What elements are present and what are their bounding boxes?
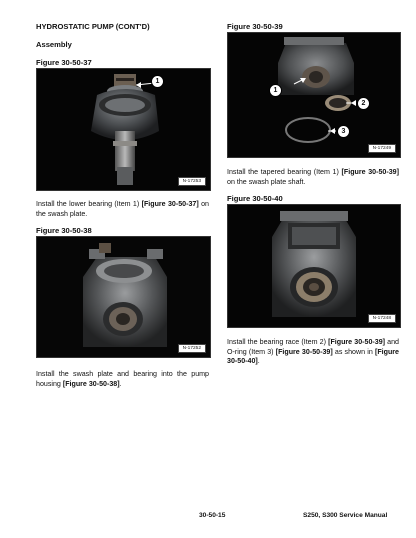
subsection-title: Assembly [36,40,72,49]
figure-id-label: N-17248 [368,314,396,323]
paragraph-tapered-bearing: Install the tapered bearing (Item 1) [Figure 30-50-39] on the swash plate shaft. [227,168,399,186]
figure-30-50-38-photo [36,236,211,358]
callout-1: 1 [151,75,164,88]
callout-1: 1 [269,84,282,97]
figure-caption-40: Figure 30-50-40 [227,194,283,203]
figure-id-label: N-17249 [368,144,396,153]
figure-caption-37: Figure 30-50-37 [36,58,92,67]
callout-3: 3 [337,125,350,138]
figure-caption-39: Figure 30-50-39 [227,22,283,31]
figure-id-label: N-17252 [178,344,206,353]
figure-30-50-39-photo [227,32,401,158]
manual-title: S250, S300 Service Manual [303,512,388,519]
paragraph-swash-plate: Install the swash plate and bearing into the pump housing [Figure 30-50-38]. [36,370,209,388]
figure-caption-38: Figure 30-50-38 [36,226,92,235]
figure-id-label: N-17253 [178,177,206,186]
callout-2: 2 [357,97,370,110]
section-title: HYDROSTATIC PUMP (CONT'D) [36,22,150,31]
paragraph-bearing-race: Install the bearing race (Item 2) [Figure 30-50-39] and O-ring (Item 3) [Figure 30-50-39] as shown in [Figure 30-50-40]. [227,338,399,366]
figure-30-50-37-photo [36,68,211,191]
figure-30-50-40-photo [227,204,401,328]
paragraph-lower-bearing: Install the lower bearing (Item 1) [Figure 30-50-37] on the swash plate. [36,200,209,218]
page-number: 30-50-15 [199,512,226,519]
